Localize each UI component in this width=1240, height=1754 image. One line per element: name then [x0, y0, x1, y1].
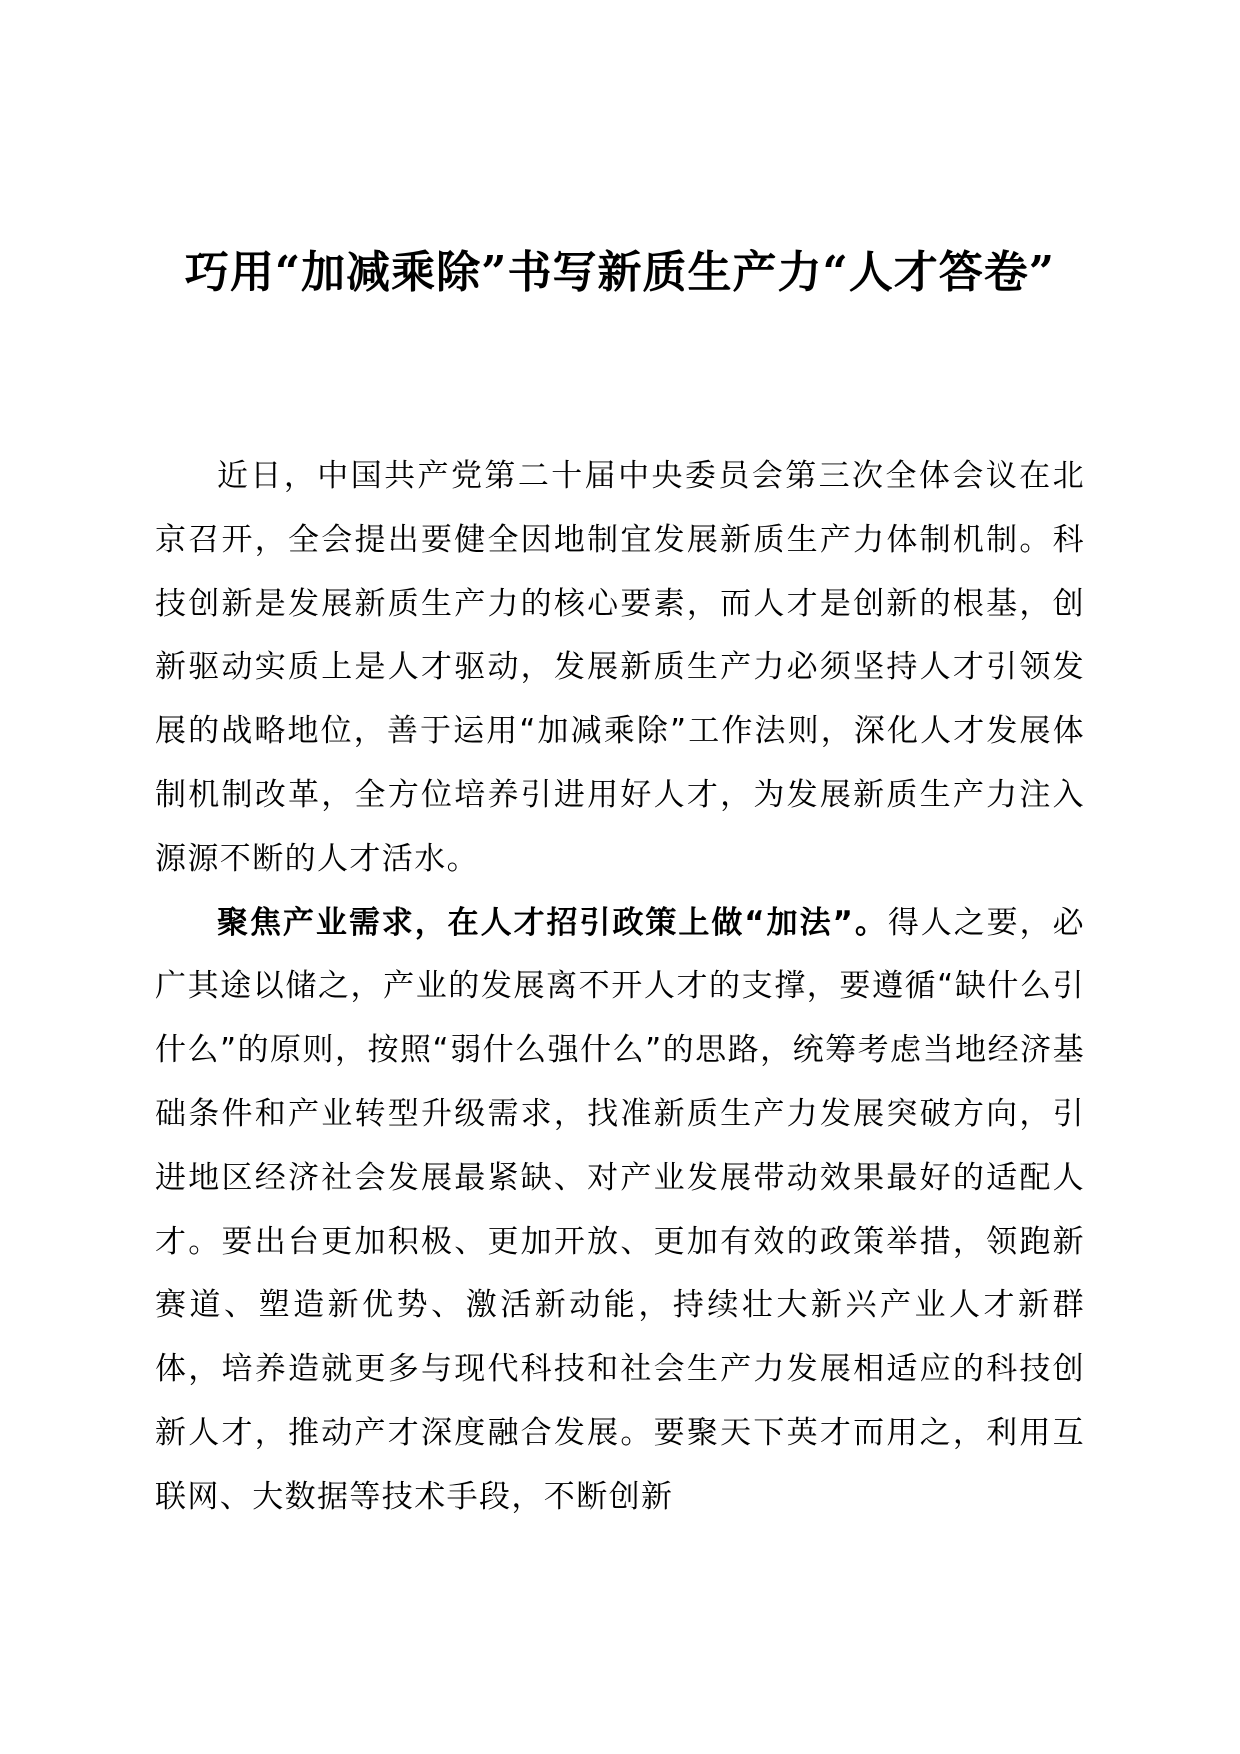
paragraph-addition: [155, 892, 1085, 1530]
paragraph-addition-heading: 聚焦产业需求，在人才招引政策上做“加法”。: [217, 904, 888, 941]
document-body: [155, 445, 1085, 1530]
paragraph-addition-text: 得人之要，必广其途以储之，产业的发展离不开人才的支撑，要遵循“缺什么引什么”的原则，按照“弱什么强什么”的思路，统筹考虑当地经济基础条件和产业转型升级需求，找准新质生产力发展突破方向，引进地区经济社会发展最紧缺、对产业发展带动效果最好的适配人才。要出台更加积极、更加开放、更加有效的政策举措，领跑新赛道、塑造新优势、激活新动能，持续壮大新兴产业人才新群体，培养造就更多与现代科技和社会生产力发展相适应的科技创新人才，推动产才深度融合发展。要聚天下英才而用之，利用互联网、大数据等技术手段，不断创新: [155, 904, 1085, 1515]
document-title: 巧用“加减乘除”书写新质生产力“人才答卷”: [184, 247, 1056, 298]
paragraph-intro: [155, 445, 1085, 892]
paragraph-intro-text: 近日，中国共产党第二十届中央委员会第三次全体会议在北京召开，全会提出要健全因地制宜发展新质生产力体制机制。科技创新是发展新质生产力的核心要素，而人才是创新的根基，创新驱动实质上是人才驱动，发展新质生产力必须坚持人才引领发展的战略地位，善于运用“加减乘除”工作法则，深化人才发展体制机制改革，全方位培养引进用好人才，为发展新质生产力注入源源不断的人才活水。: [155, 458, 1085, 877]
